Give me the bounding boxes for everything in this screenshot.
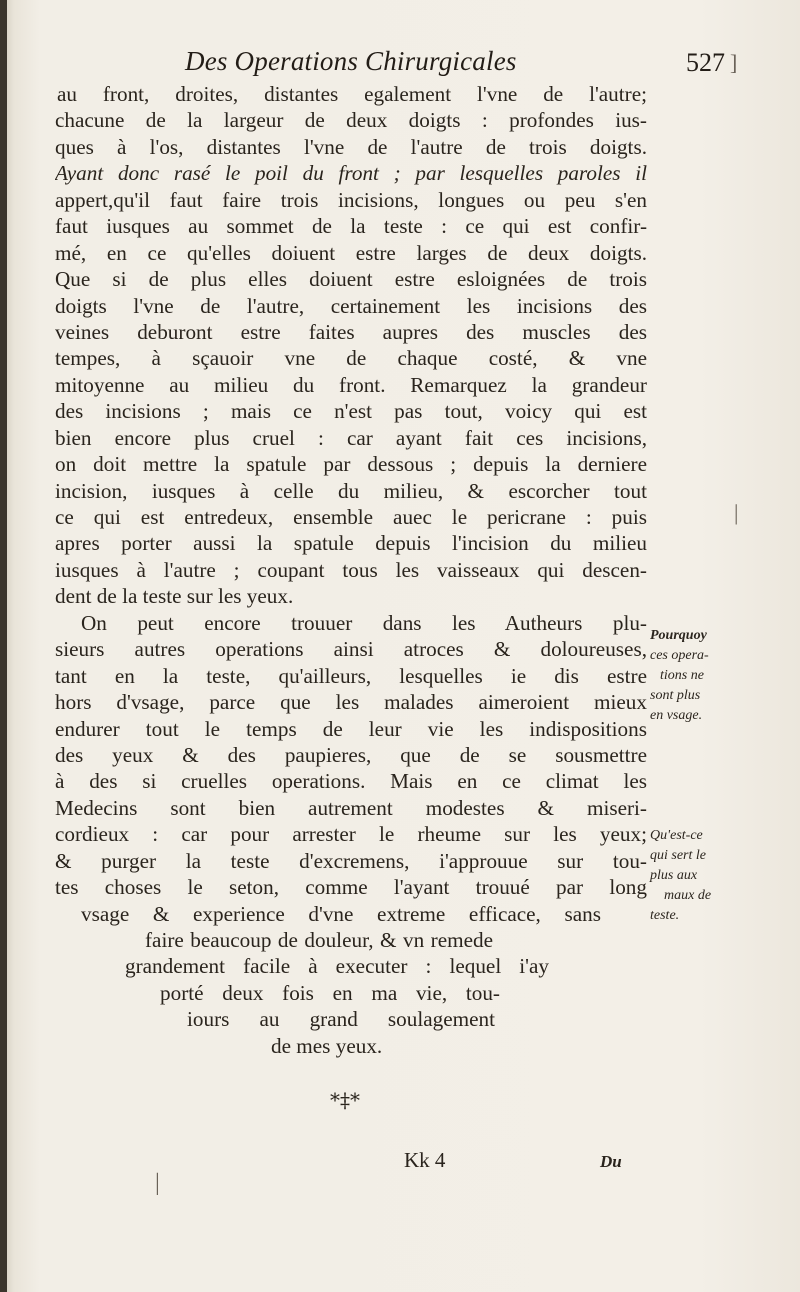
margin-note-line: teste. [650,908,680,923]
stray-mark-right: ] [730,50,738,75]
text-line: faire beaucoup de douleur, & vn remede [145,928,493,952]
text-line: des yeux & des paupieres, que de se sousmettre [55,742,647,767]
stray-mark-bottom: | [155,1170,160,1196]
text-line: Que si de plus elles doiuent estre esloignées de trois [55,267,647,292]
text-line: apres porter aussi la spatule depuis l'incision du milieu [55,531,647,556]
text-line: tempes, à sçauoir vne de chaque costé, & vne [55,346,647,371]
margin-note-line: maux de [664,888,712,903]
text-line: incision, iusques à celle du milieu, & escorcher tout [55,478,647,503]
margin-note-line: Qu'est-ce [650,828,703,843]
text-line: iours au grand soulagement [187,1007,495,1032]
margin-note-line: tions ne [660,668,704,683]
catchword: Du [600,1152,622,1171]
text-line: de mes yeux. [271,1033,383,1058]
signature-mark: Kk 4 [404,1148,446,1172]
tailpiece-ornament: *‡* [330,1088,360,1112]
text-line: Medecins sont bien autrement modestes & miseri- [55,795,647,820]
stray-mark-right: | [734,500,739,525]
text-line: hors d'vsage, parce que les malades aimeroient mieux [55,690,647,715]
text-line: on doit mettre la spatule par dessous ; depuis la derniere [55,452,647,477]
text-line: tes choses le seton, comme l'ayant trouué par long [55,875,647,900]
margin-note-line: en vsage. [650,708,703,723]
text-line: grandement facile à executer : lequel i'ay [125,954,549,979]
text-line: cordieux : car pour arrester le rheume sur les yeux; [55,822,647,847]
margin-note-line: sont plus [650,688,701,703]
text-line: des incisions ; mais ce n'est pas tout, voicy qui est [55,399,647,424]
text-line: tant en la teste, qu'ailleurs, lesquelles ie dis estre [55,663,647,688]
margin-note-line: Pourquoy [650,628,707,643]
margin-note-1 [650,626,750,726]
text-line: endurer tout le temps de leur vie les indispositions [55,716,647,741]
text-line: au front, droites, distantes egalement l'vne de l'autre; [57,82,647,106]
margin-note-line: plus aux [650,868,698,883]
text-line: & purger la teste d'excremens, i'approuue sur tou- [55,848,647,873]
text-line: mé, en ce qu'elles doiuent estre larges de deux doigts. [55,240,647,265]
text-line: mitoyenne au milieu du front. Remarquez la grandeur [55,372,647,397]
text-line: vsage & experience d'vne extreme efficace, sans [81,901,601,926]
main-text [55,81,647,1059]
text-line: porté deux fois en ma vie, tou- [160,980,500,1005]
text-line: doigts l'vne de l'autre, certainement les incisions des [55,293,647,318]
text-line: bien encore plus cruel : car ayant fait ces incisions, [55,425,647,450]
text-line: On peut encore trouuer dans les Autheurs plu- [81,610,647,635]
text-line: chacune de la largeur de deux doigts : profondes ius- [55,108,647,133]
text-line: faut iusques au sommet de la teste : ce qui est confir- [55,214,647,239]
running-title: Des Operations Chirurgicales [185,46,517,76]
text-line: ques à l'os, distantes l'vne de l'autre de trois doigts. [55,134,647,159]
margin-note-line: qui sert le [650,848,706,863]
text-line: Ayant donc rasé le poil du front ; par lesquelles paroles il [55,161,647,186]
margin-note-2 [650,826,750,926]
page-header [185,46,725,86]
text-line: iusques à l'autre ; coupant tous les vaisseaux qui descen- [55,557,647,582]
text-line: appert,qu'il faut faire trois incisions, longues ou peu s'en [55,187,647,212]
text-line: à des si cruelles operations. Mais en ce climat les [55,769,647,794]
text-line: dent de la teste sur les yeux. [55,584,294,609]
text-line: sieurs autres operations ainsi atroces & doloureuses, [55,637,647,662]
page-binding-edge [0,0,7,1292]
margin-note-line: ces opera- [650,648,709,663]
text-line: ce qui est entredeux, ensemble auec le pericrane : puis [55,505,647,529]
page-number: 527 [686,48,725,77]
text-line: veines deburont estre faites aupres des muscles des [55,319,647,344]
